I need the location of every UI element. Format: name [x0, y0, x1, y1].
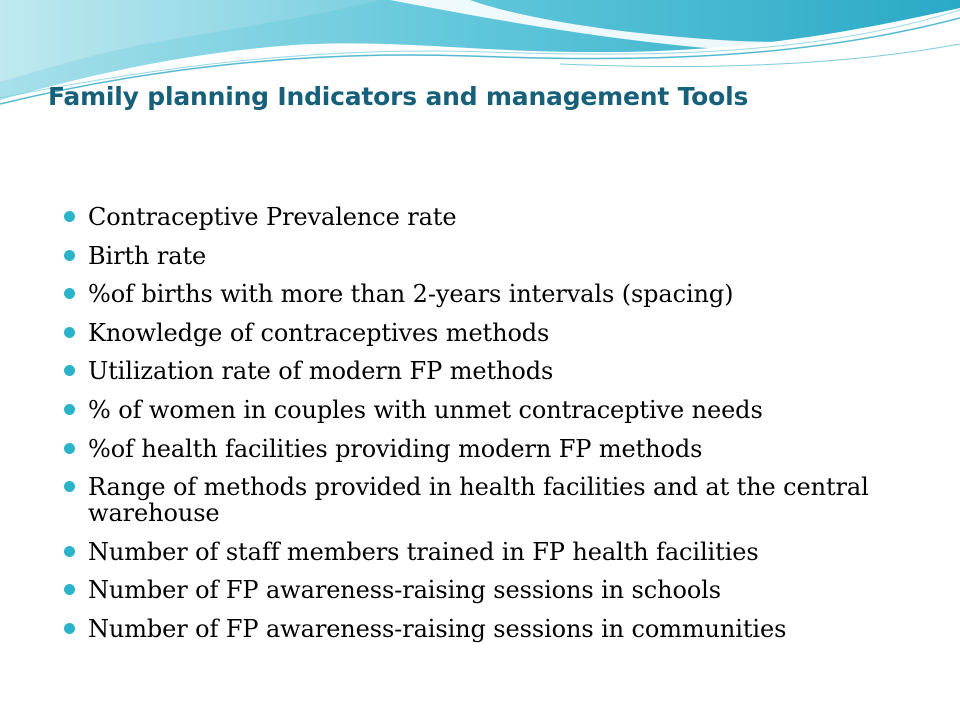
bullet-text: Birth rate [88, 241, 207, 270]
bullet-dot-icon [64, 288, 75, 299]
bullet-item [64, 281, 894, 307]
slide-title: Family planning Indicators and management Tools [48, 82, 749, 111]
bullet-dot-icon [64, 546, 75, 557]
bullet-dot-icon [64, 250, 75, 261]
bullet-item [64, 204, 894, 230]
bullet-text: Contraceptive Prevalence rate [88, 203, 457, 231]
bullet-item [64, 243, 894, 269]
bullet-text: Knowledge of contraceptives methods [88, 318, 550, 347]
bullet-text: Number of FP awareness-raising sessions in schools [88, 576, 721, 605]
bullet-item [64, 436, 894, 462]
bullet-item [64, 397, 894, 423]
bullet-text: %of births with more than 2-years intervals (spacing) [88, 280, 734, 309]
bullet-dot-icon [64, 584, 75, 595]
bullet-item [64, 616, 894, 642]
bullet-item [64, 474, 894, 526]
bullet-dot-icon [64, 443, 75, 454]
bullet-dot-icon [64, 327, 75, 338]
bullet-item [64, 320, 894, 346]
bullet-text: %of health facilities providing modern FP methods [88, 434, 703, 463]
bullet-text: Number of FP awareness-raising sessions in communities [88, 614, 787, 643]
bullet-dot-icon [64, 365, 75, 376]
bullet-item [64, 358, 894, 384]
bullet-dot-icon [64, 481, 75, 492]
bullet-dot-icon [64, 211, 75, 222]
bullet-text: % of women in couples with unmet contraceptive needs [88, 395, 763, 424]
bullet-text: Range of methods provided in health facilities and at the central warehouse [88, 473, 869, 528]
bullet-dot-icon [64, 623, 75, 634]
bullet-dot-icon [64, 404, 75, 415]
bullet-item [64, 577, 894, 603]
bullet-text: Number of staff members trained in FP health facilities [88, 537, 759, 566]
bullet-list [64, 204, 894, 655]
bullet-text: Utilization rate of modern FP methods [88, 357, 554, 386]
bullet-item [64, 539, 894, 565]
